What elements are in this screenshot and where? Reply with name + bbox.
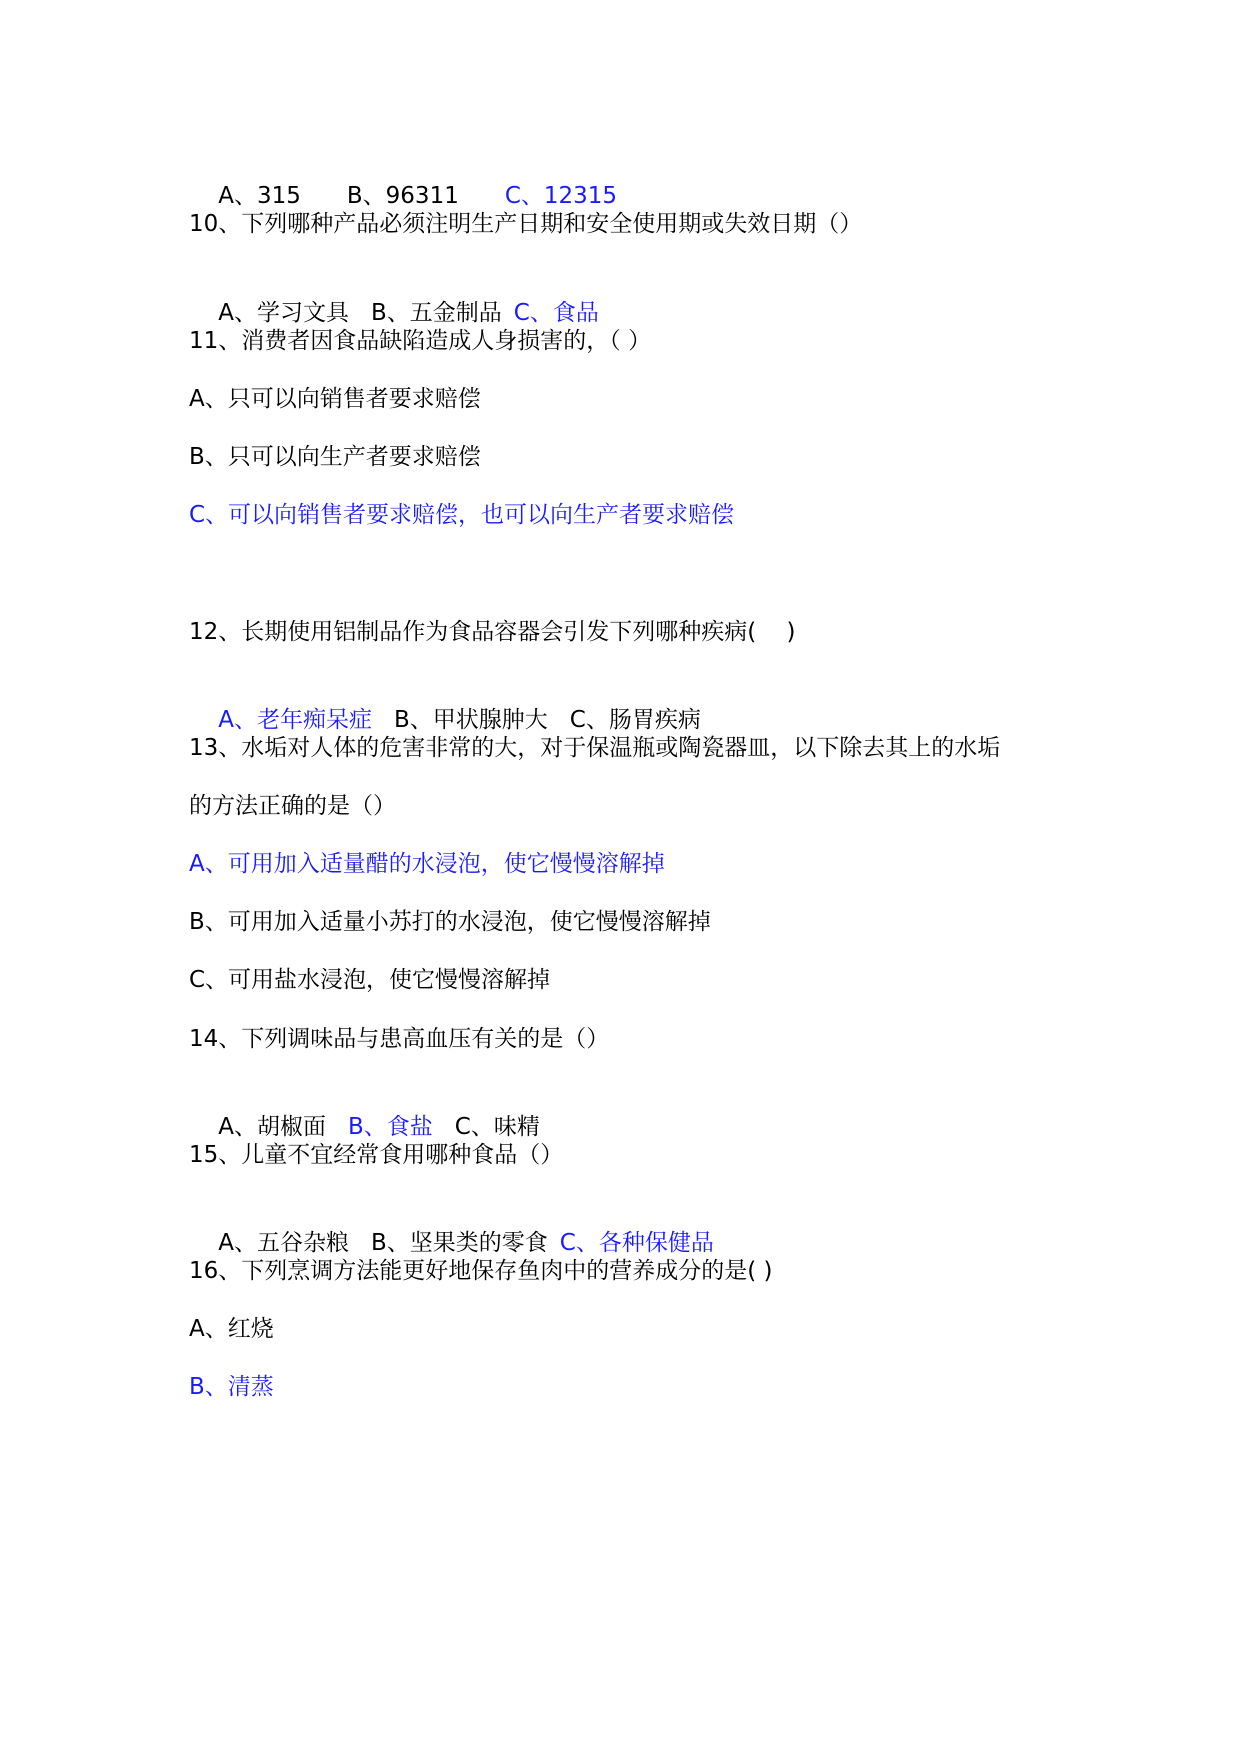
q12-option-b: B、甲状腺肿大	[393, 707, 548, 733]
q15-option-a: A、五谷杂粮	[218, 1230, 349, 1256]
q15-option-b: B、坚果类的零食	[370, 1230, 548, 1256]
q10-question: 10、下列哪种产品必须注明生产日期和安全使用期或失效日期（）	[189, 211, 863, 237]
q14-option-b-answer: B、食盐	[347, 1114, 433, 1140]
q13-option-b: B、可用加入适量小苏打的水浸泡，使它慢慢溶解掉	[189, 909, 711, 935]
q13-question-line2: 的方法正确的是（）	[189, 793, 396, 819]
q11-question: 11、消费者因食品缺陷造成人身损害的，（ ）	[189, 328, 652, 354]
q9-option-a: A、315	[218, 183, 301, 209]
q9-option-b: B、96311	[346, 183, 459, 209]
q12-option-c: C、肠胃疾病	[569, 707, 701, 733]
q12-option-a-answer: A、老年痴呆症	[218, 707, 372, 733]
q16-option-a: A、红烧	[189, 1316, 274, 1342]
q11-option-a: A、只可以向销售者要求赔偿	[189, 386, 481, 412]
q16-question: 16、下列烹调方法能更好地保存鱼肉中的营养成分的是( )	[189, 1258, 773, 1284]
q13-option-a-answer: A、可用加入适量醋的水浸泡，使它慢慢溶解掉	[189, 851, 665, 877]
q13-option-c: C、可用盐水浸泡，使它慢慢溶解掉	[189, 967, 551, 993]
q10-option-a: A、学习文具	[218, 300, 349, 326]
q16-option-b-answer: B、清蒸	[189, 1374, 274, 1400]
q12-question: 12、长期使用铝制品作为食品容器会引发下列哪种疾病( )	[189, 619, 796, 645]
q14-option-a: A、胡椒面	[218, 1114, 326, 1140]
q13-question-line1: 13、水垢对人体的危害非常的大，对于保温瓶或陶瓷器皿，以下除去其上的水垢	[189, 735, 1001, 761]
q10-option-b: B、五金制品	[370, 300, 502, 326]
q9-option-c-answer: C、12315	[504, 183, 618, 209]
q15-question: 15、儿童不宜经常食用哪种食品（）	[189, 1142, 564, 1168]
q15-option-c-answer: C、各种保健品	[559, 1230, 714, 1256]
q11-option-c-answer: C、可以向销售者要求赔偿，也可以向生产者要求赔偿	[189, 502, 735, 528]
q14-option-c: C、味精	[454, 1114, 540, 1140]
q11-option-b: B、只可以向生产者要求赔偿	[189, 444, 481, 470]
q14-question: 14、下列调味品与患高血压有关的是（）	[189, 1026, 610, 1052]
q10-option-c-answer: C、食品	[513, 300, 599, 326]
